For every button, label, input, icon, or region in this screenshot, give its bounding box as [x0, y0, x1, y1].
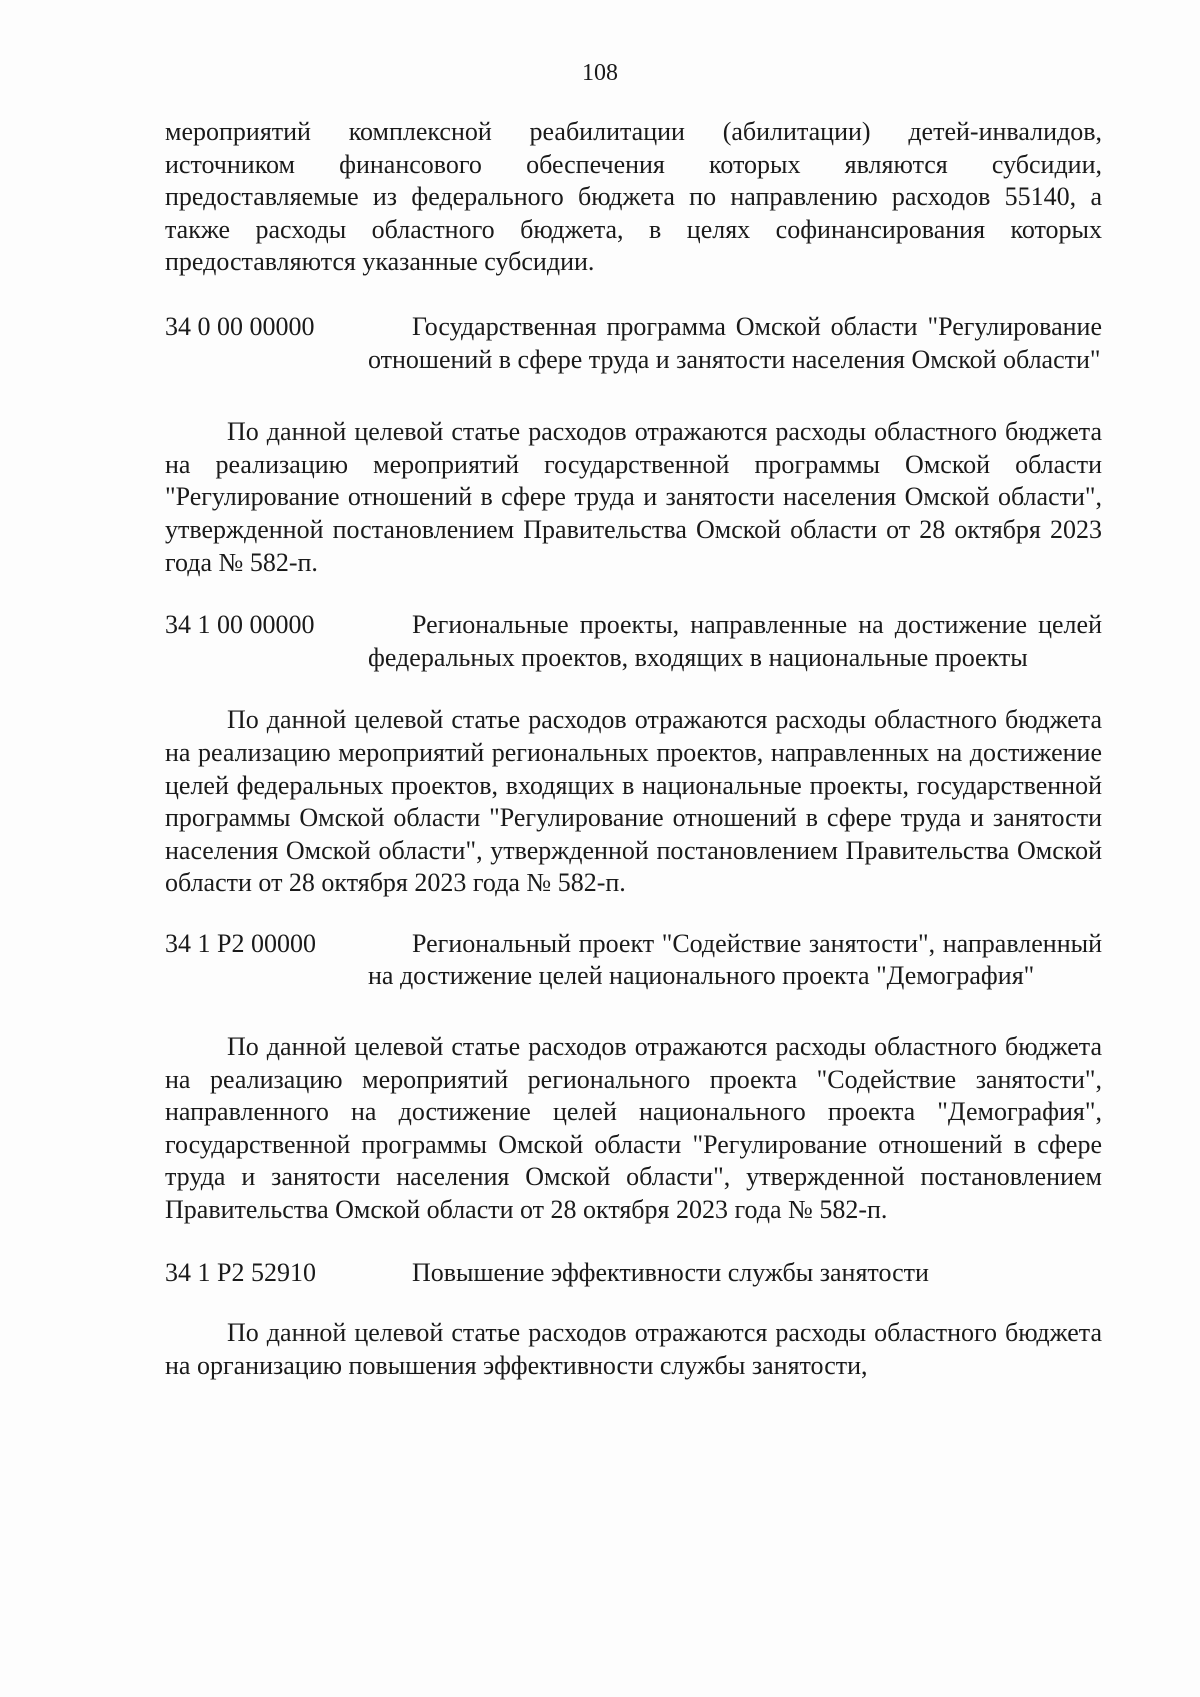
- paragraph-description: По данной целевой статье расходов отражаются расходы областного бюджета на реализацию мероприятий государственной программы Омской области "Регулирование отношений в сфере труда и занятости населения Омской области", утвержденной постановлением Правительства Омской области от 28 октября 2023 года № 582-п.: [165, 417, 1102, 577]
- paragraph-description: По данной целевой статье расходов отражаются расходы областного бюджета на реализацию мероприятий региональных проектов, направленных на достижение целей федеральных проектов, входящих в национальные проекты, государственной программы Омской области "Регулирование отношений в сфере труда и занятости населения Омской области", утвержденной постановлением Правительства Омской области от 28 октября 2023 года № 582-п.: [165, 705, 1102, 898]
- budget-item-34-1-00-00000: [165, 609, 1102, 674]
- budget-item-title: Региональный проект "Содействие занятости", направленный на достижение целей национального проекта "Демография": [368, 928, 1102, 991]
- paragraph-continuation: мероприятий комплексной реабилитации (абилитации) детей-инвалидов, источником финансового обеспечения которых являются субсидии, предоставляемые из федерального бюджета по направлению расходов 55140, а также расходы областного бюджета, в целях софинансирования которых предоставляются указанные субсидии.: [165, 117, 1102, 277]
- budget-item-code: 34 1 Р2 00000: [165, 928, 316, 958]
- paragraph-description: По данной целевой статье расходов отражаются расходы областного бюджета на реализацию мероприятий регионального проекта "Содействие занятости", направленного на достижение целей национального проекта "Демография", государственной программы Омской области "Регулирование отношений в сфере труда и занятости населения Омской области", утвержденной постановлением Правительства Омской области от 28 октября 2023 года № 582-п.: [165, 1032, 1102, 1225]
- paragraph-description: По данной целевой статье расходов отражаются расходы областного бюджета на организацию повышения эффективности службы занятости,: [165, 1318, 1102, 1380]
- budget-item-title: Региональные проекты, направленные на достижение целей федеральных проектов, входящих в национальные проекты: [368, 610, 1102, 672]
- budget-item-code: 34 1 Р2 52910: [165, 1257, 316, 1287]
- budget-item-34-1-p2-52910: [165, 1257, 1102, 1290]
- budget-item-title: Повышение эффективности службы занятости: [412, 1257, 929, 1287]
- budget-item-title: Государственная программа Омской области "Регулирование отношений в сфере труда и занятости населения Омской области": [368, 311, 1102, 374]
- budget-item-34-0-00-00000: [165, 311, 1102, 376]
- budget-item-code: 34 0 00 00000: [165, 311, 315, 341]
- budget-item-code: 34 1 00 00000: [165, 610, 315, 640]
- page-number: 108: [582, 60, 618, 86]
- document-body: [165, 116, 1102, 1382]
- budget-item-34-1-p2-00000: [165, 928, 1102, 993]
